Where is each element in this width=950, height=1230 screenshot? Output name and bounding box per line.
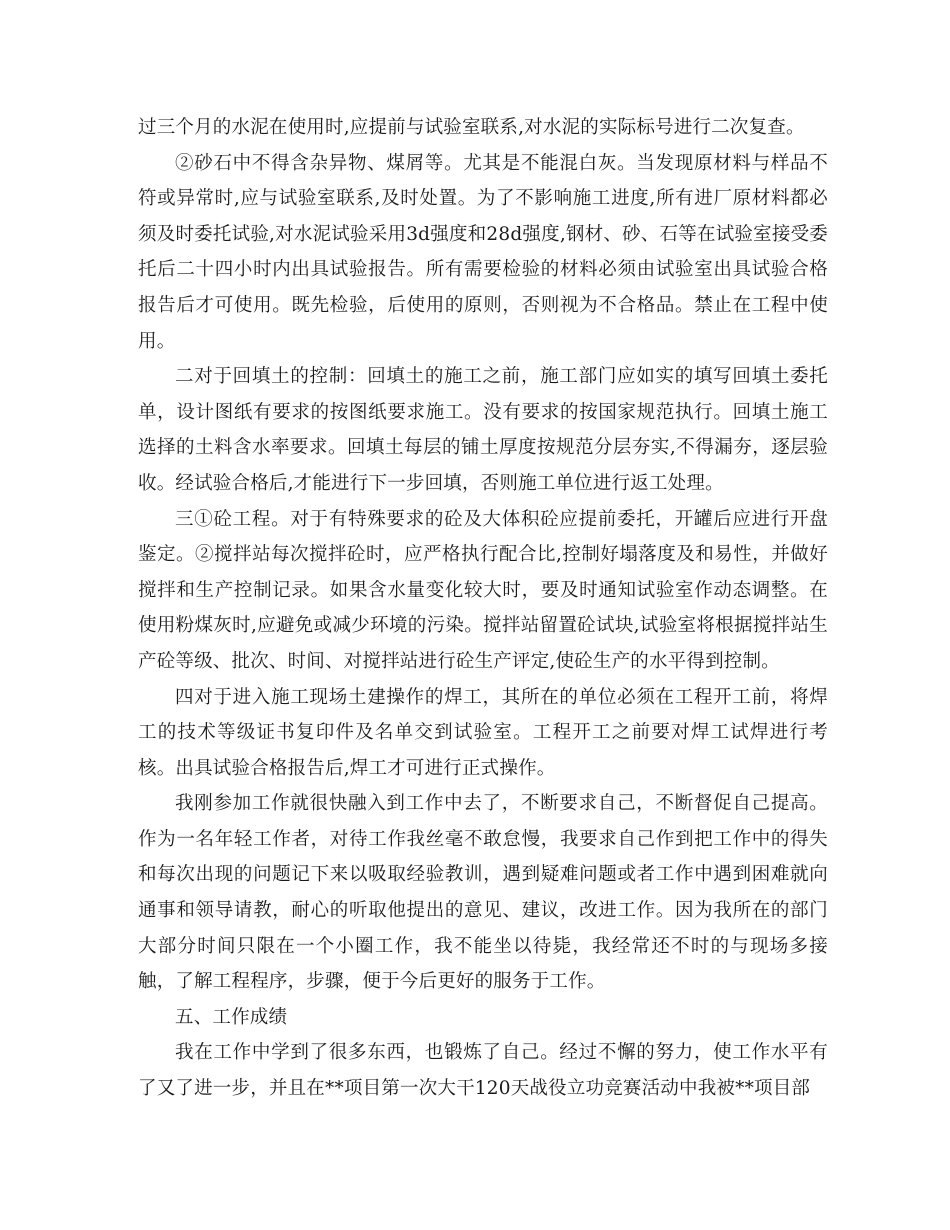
paragraph-welders: 四对于进入施工现场土建操作的焊工，其所在的单位必须在工程开工前，将焊工的技术等级证书复印件及名单交到试验室。工程开工之前要对焊工试焊进行考核。出具试验合格报告后,焊工才可进行正式操作。 [138, 686, 828, 779]
paragraph-personal-growth: 我刚参加工作就很快融入到工作中去了，不断要求自己，不断督促自己提高。作为一名年轻工作者，对待工作我丝毫不敢怠慢，我要求自己作到把工作中的得失和每次出现的问题记下来以吸取经验教训，遇到疑难问题或者工作中遇到困难就向通事和领导请教，耐心的听取他提出的意见、建议，改进工作。因为我所在的部门大部分时间只限在一个小圈工作，我不能坐以待毙，我经常还不时的与现场多接触，了解工程程序，步骤，便于今后更好的服务于工作。 [138, 793, 828, 993]
paragraph-sand-gravel: ②砂石中不得含杂异物、煤屑等。尤其是不能混白灰。当发现原材料与样品不符或异常时,应与试验室联系,及时处置。为了不影响施工进度,所有进厂原材料都必须及时委托试验,对水泥试验采用3d强度和28d强度,钢材、砂、石等在试验室接受委托后二十四小时内出具试验报告。所有需要检验的材料必须由试验室出具试验合格报告后才可使用。既先检验，后使用的原则，否则视为不合格品。禁止在工程中使用。 [138, 152, 828, 352]
paragraph-cement-recheck: 过三个月的水泥在使用时,应提前与试验室联系,对水泥的实际标号进行二次复查。 [138, 117, 805, 138]
paragraph-backfill-control: 二对于回填土的控制：回填土的施工之前，施工部门应如实的填写回填土委托单，设计图纸有要求的按图纸要求施工。没有要求的按国家规范执行。回填土施工选择的土料含水率要求。回填土每层的铺土厚度按规范分层夯实,不得漏夯，逐层验收。经试验合格后,才能进行下一步回填，否则施工单位进行返工处理。 [138, 366, 828, 494]
document-body [138, 110, 828, 1107]
paragraph-concrete-works: 三①砼工程。对于有特殊要求的砼及大体积砼应提前委托，开罐后应进行开盘鉴定。②搅拌站每次搅拌砼时，应严格执行配合比,控制好塌落度及和易性，并做好搅拌和生产控制记录。如果含水量变化较大时，要及时通知试验室作动态调整。在使用粉煤灰时,应避免或减少环境的污染。搅拌站留置砼试块,试验室将根据搅拌站生产砼等级、批次、时间、对搅拌站进行砼生产评定,使砼生产的水平得到控制。 [138, 508, 828, 672]
section-heading-work-achievements: 五、工作成绩 [175, 1006, 288, 1028]
paragraph-achievements: 我在工作中学到了很多东西，也锻炼了自己。经过不懈的努力，使工作水平有了又了进一步，并且在**项目第一次大干120天战役立功竞赛活动中我被**项目部 [138, 1042, 828, 1100]
